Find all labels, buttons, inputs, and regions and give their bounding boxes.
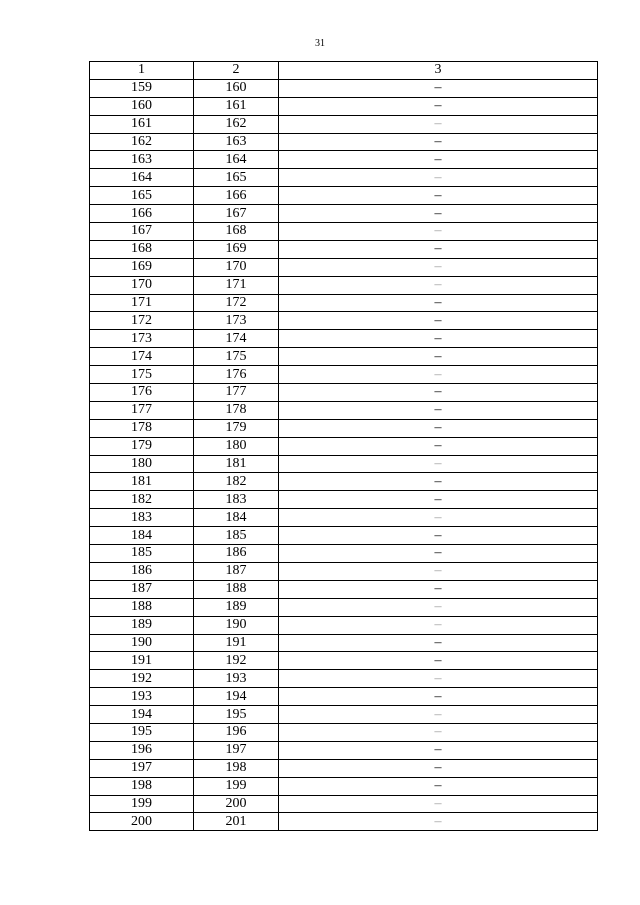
cell-col-1: 171 [90,294,194,312]
cell-col-3: – [279,455,598,473]
table-row [90,79,598,97]
cell-col-1: 192 [90,670,194,688]
column-header-3: 3 [279,62,598,80]
header-row [90,62,598,80]
cell-col-3: – [279,598,598,616]
cell-col-3: – [279,330,598,348]
cell-col-2: 162 [194,115,279,133]
data-table [89,61,598,831]
cell-col-1: 161 [90,115,194,133]
cell-col-1: 162 [90,133,194,151]
cell-col-2: 201 [194,813,279,831]
cell-col-1: 197 [90,759,194,777]
cell-col-2: 189 [194,598,279,616]
cell-col-2: 196 [194,723,279,741]
table-row [90,473,598,491]
table-row [90,598,598,616]
cell-col-1: 167 [90,223,194,241]
cell-col-2: 198 [194,759,279,777]
cell-col-1: 181 [90,473,194,491]
cell-col-3: – [279,258,598,276]
cell-col-1: 190 [90,634,194,652]
cell-col-1: 189 [90,616,194,634]
cell-col-2: 164 [194,151,279,169]
cell-col-3: – [279,97,598,115]
cell-col-3: – [279,759,598,777]
table-row [90,813,598,831]
cell-col-2: 185 [194,527,279,545]
cell-col-2: 177 [194,384,279,402]
cell-col-2: 167 [194,205,279,223]
cell-col-1: 179 [90,437,194,455]
table-row [90,723,598,741]
table-row [90,115,598,133]
cell-col-2: 168 [194,223,279,241]
cell-col-2: 197 [194,741,279,759]
cell-col-1: 183 [90,509,194,527]
table-row [90,258,598,276]
table-row [90,240,598,258]
cell-col-2: 195 [194,706,279,724]
table-row [90,545,598,563]
cell-col-3: – [279,580,598,598]
cell-col-2: 181 [194,455,279,473]
cell-col-1: 198 [90,777,194,795]
cell-col-1: 175 [90,366,194,384]
cell-col-2: 184 [194,509,279,527]
table-row [90,652,598,670]
cell-col-2: 188 [194,580,279,598]
page-number: 31 [315,38,325,49]
table-row [90,509,598,527]
cell-col-3: – [279,419,598,437]
table-row [90,706,598,724]
cell-col-2: 166 [194,187,279,205]
cell-col-2: 169 [194,240,279,258]
table-row [90,169,598,187]
table-row [90,795,598,813]
cell-col-2: 161 [194,97,279,115]
cell-col-1: 164 [90,169,194,187]
cell-col-3: – [279,777,598,795]
cell-col-2: 163 [194,133,279,151]
cell-col-1: 186 [90,562,194,580]
cell-col-2: 193 [194,670,279,688]
cell-col-2: 165 [194,169,279,187]
cell-col-2: 191 [194,634,279,652]
table-row [90,151,598,169]
cell-col-3: – [279,79,598,97]
cell-col-1: 169 [90,258,194,276]
table-row [90,741,598,759]
cell-col-3: – [279,312,598,330]
cell-col-3: – [279,795,598,813]
cell-col-3: – [279,545,598,563]
table-row [90,437,598,455]
table-row [90,330,598,348]
cell-col-2: 183 [194,491,279,509]
cell-col-1: 172 [90,312,194,330]
table-row [90,670,598,688]
cell-col-2: 174 [194,330,279,348]
cell-col-3: – [279,527,598,545]
cell-col-3: – [279,437,598,455]
cell-col-1: 159 [90,79,194,97]
cell-col-2: 199 [194,777,279,795]
cell-col-2: 171 [194,276,279,294]
cell-col-3: – [279,634,598,652]
table-row [90,97,598,115]
cell-col-1: 199 [90,795,194,813]
cell-col-1: 187 [90,580,194,598]
cell-col-1: 182 [90,491,194,509]
cell-col-2: 160 [194,79,279,97]
cell-col-1: 196 [90,741,194,759]
cell-col-3: – [279,473,598,491]
cell-col-1: 160 [90,97,194,115]
table-header [90,62,598,80]
table-row [90,205,598,223]
cell-col-1: 184 [90,527,194,545]
cell-col-1: 180 [90,455,194,473]
cell-col-3: – [279,562,598,580]
table-row [90,562,598,580]
cell-col-1: 163 [90,151,194,169]
cell-col-3: – [279,223,598,241]
cell-col-2: 190 [194,616,279,634]
table-row [90,634,598,652]
cell-col-2: 192 [194,652,279,670]
table-row [90,491,598,509]
table-row [90,384,598,402]
cell-col-3: – [279,366,598,384]
cell-col-3: – [279,491,598,509]
cell-col-1: 178 [90,419,194,437]
cell-col-2: 200 [194,795,279,813]
cell-col-3: – [279,652,598,670]
cell-col-2: 173 [194,312,279,330]
cell-col-2: 176 [194,366,279,384]
table-row [90,223,598,241]
table-row [90,688,598,706]
table-row [90,759,598,777]
column-header-1: 1 [90,62,194,80]
cell-col-3: – [279,723,598,741]
cell-col-3: – [279,670,598,688]
table-row [90,527,598,545]
cell-col-1: 195 [90,723,194,741]
cell-col-3: – [279,813,598,831]
cell-col-1: 194 [90,706,194,724]
cell-col-2: 187 [194,562,279,580]
table-row [90,401,598,419]
cell-col-1: 165 [90,187,194,205]
table-row [90,455,598,473]
cell-col-2: 186 [194,545,279,563]
cell-col-3: – [279,688,598,706]
cell-col-1: 168 [90,240,194,258]
cell-col-2: 178 [194,401,279,419]
cell-col-3: – [279,741,598,759]
table-row [90,616,598,634]
cell-col-2: 194 [194,688,279,706]
cell-col-3: – [279,294,598,312]
cell-col-3: – [279,205,598,223]
table-row [90,294,598,312]
cell-col-1: 188 [90,598,194,616]
table-row [90,312,598,330]
cell-col-1: 174 [90,348,194,366]
cell-col-3: – [279,509,598,527]
cell-col-1: 176 [90,384,194,402]
cell-col-3: – [279,151,598,169]
cell-col-1: 193 [90,688,194,706]
table-row [90,366,598,384]
cell-col-3: – [279,240,598,258]
cell-col-2: 170 [194,258,279,276]
table-body [90,79,598,830]
cell-col-1: 185 [90,545,194,563]
cell-col-1: 166 [90,205,194,223]
cell-col-3: – [279,706,598,724]
cell-col-3: – [279,169,598,187]
cell-col-3: – [279,276,598,294]
table-row [90,276,598,294]
cell-col-1: 177 [90,401,194,419]
cell-col-1: 191 [90,652,194,670]
cell-col-2: 180 [194,437,279,455]
column-header-2: 2 [194,62,279,80]
table-row [90,133,598,151]
table-row [90,187,598,205]
table-row [90,777,598,795]
cell-col-3: – [279,616,598,634]
cell-col-2: 179 [194,419,279,437]
cell-col-3: – [279,348,598,366]
cell-col-1: 173 [90,330,194,348]
cell-col-2: 175 [194,348,279,366]
cell-col-3: – [279,384,598,402]
cell-col-3: – [279,187,598,205]
cell-col-1: 170 [90,276,194,294]
table-row [90,580,598,598]
cell-col-1: 200 [90,813,194,831]
cell-col-3: – [279,401,598,419]
cell-col-3: – [279,133,598,151]
cell-col-2: 182 [194,473,279,491]
table-row [90,419,598,437]
cell-col-3: – [279,115,598,133]
table-row [90,348,598,366]
cell-col-2: 172 [194,294,279,312]
